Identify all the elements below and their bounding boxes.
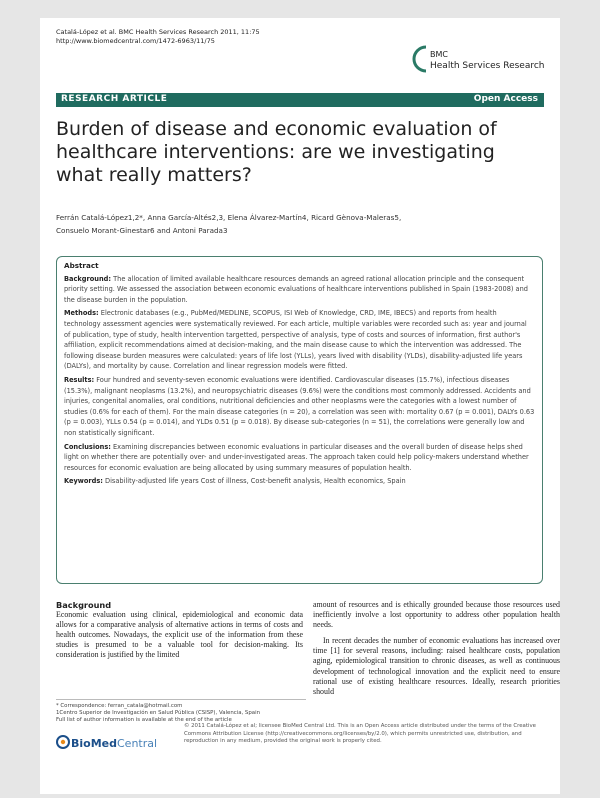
publisher-name [71, 737, 157, 750]
article-title: Burden of disease and economic evaluation of healthcare interventions: are we investigating what really matters? [56, 118, 497, 186]
affiliation-note: 1Centro Superior de Investigación en Salud Pública (CSISP), Valencia, Spain [56, 710, 260, 717]
bmc-arc-icon [406, 44, 430, 74]
publisher-name-regular: Central [117, 737, 158, 750]
authors-line: Ferrán Catalá-López1,2*, Anna García-Altés2,3, Elena Álvarez-Martín4, Ricard Gènova-Maleras5, [56, 213, 402, 222]
section-text: The allocation of limited available healthcare resources demands an agreed rational allocation principle and the consequent priority setting. We assessed the association between economic evaluations of healthcare interventions published in Spain (1983-2008) and the disease burden in the population. [64, 274, 528, 304]
body-paragraph: Economic evaluation using clinical, epidemiological and economic data allows for a comparative analysis of alternative actions in terms of costs and health outcomes. Nowadays, the explicit use of the information from these studies is presumed to be a valuable tool for decision-making. Its consideration is justified by the limited [56, 610, 303, 660]
article-page [40, 18, 560, 794]
citation-header [56, 28, 260, 46]
section-text: Disability-adjusted life years Cost of illness, Cost-benefit analysis, Health economics, Spain [102, 477, 406, 486]
publisher-name-bold: BioMed [71, 737, 117, 750]
section-text: Examining discrepancies between economic evaluations in particular diseases and the overall burden of disease helps shed light on whether there are potentially over- and under-investigated areas. The approach taken could help policy-makers understand whether resources for economic evaluation are being allocated by using summary measures of population health. [64, 442, 529, 472]
abstract-heading: Abstract [64, 261, 99, 270]
journal-logo-name: Health Services Research [430, 61, 545, 71]
citation-url[interactable]: http://www.biomedcentral.com/1472-6963/11/75 [56, 37, 215, 45]
body-column-left [56, 600, 303, 686]
abstract-background [64, 274, 535, 306]
abstract-methods [64, 308, 535, 372]
body-paragraph: amount of resources and is ethically grounded because those resources used inefficiently involve a lost opportunity to address other population health needs. [313, 600, 560, 630]
section-heading: Background [56, 600, 112, 610]
abstract-box [56, 256, 543, 584]
author-info-note: Full list of author information is available at the end of the article [56, 717, 232, 724]
abstract-conclusions [64, 442, 535, 474]
author-list [56, 211, 544, 237]
citation-line: Catalá-López et al. BMC Health Services Research 2011, 11:75 [56, 28, 260, 36]
footnotes [56, 699, 306, 725]
abstract-keywords [64, 476, 535, 487]
body-paragraph: In recent decades the number of economic evaluations has increased over time [1] for several reasons, including: raised healthcare costs, population aging, epidemiological transition to chronic diseases, as well as continuous development of technological innovation and the explicit need to ensure rational use of existing healthcare resources. Ideally, research priorities should [313, 636, 560, 696]
section-label: Methods: [64, 309, 99, 318]
article-type: RESEARCH ARTICLE [61, 94, 168, 104]
section-label: Conclusions: [64, 442, 111, 451]
body-column-right [313, 600, 560, 776]
abstract-results [64, 375, 535, 439]
license-statement: © 2011 Catalá-López et al; licensee BioMed Central Ltd. This is an Open Access article distributed under the terms of the Creative Commons Attribution License (http://creativecommons.org/licenses/by/2.0), which permits unrestricted use, distribution, and reproduction in any medium, provided the original work is properly cited. [184, 723, 536, 745]
biomed-swoosh-icon [56, 734, 70, 750]
authors-line: Consuelo Morant-Ginestar6 and Antoni Parada3 [56, 226, 228, 235]
section-label: Keywords: [64, 477, 103, 486]
section-text: Electronic databases (e.g., PubMed/MEDLINE, SCOPUS, ISI Web of Knowledge, CRD, IME, IBECS) and reports from health technology assessment agencies were systematically reviewed. For each article, multiple variables were recorded such as: year and journal of publication, type of study, health intervention targetted, perspective of analysis, type of costs and sources of information, first author's affiliation, explicit recommendations aimed at decision-making, and the main disease cause to which the intervention was addressed. The following disease burden measures were calculated: years of life lost (YLLs), years lived with disability (YLDs), disability-adjusted life years (DALYs), and mortality by cause. Correlation and linear regression models were fitted. [64, 309, 527, 371]
open-access-label: Open Access [473, 94, 538, 104]
article-banner [56, 93, 544, 107]
correspondence-note: * Correspondence: ferran_catala@hotmail.com [56, 703, 183, 709]
section-label: Background: [64, 274, 112, 283]
section-label: Results: [64, 375, 95, 384]
section-text: Four hundred and seventy-seven economic evaluations were identified. Cardiovascular diseases (15.7%), infectious diseases (15.3%), malignant neoplasms (13.2%), and neuropsychiatric diseases (9.6%) were the conditions most commonly addressed. Accidents and injuries, congenital anomalies, oral conditions, nutritional deficiencies and other neoplasms were the categories with a lowest number of studies (0.6% for each of them). For the main disease categories (n = 20), a correlation was seen with: mortality 0.67 (p = 0.001), DALYs 0.63 (p = 0.003), YLLs 0.54 (p = 0.014), and YLDs 0.51 (p = 0.018). By disease sub-categories (n = 51), the correlations were generally low and non statistically significant. [64, 375, 535, 437]
journal-logo-bmc: BMC [430, 50, 448, 59]
